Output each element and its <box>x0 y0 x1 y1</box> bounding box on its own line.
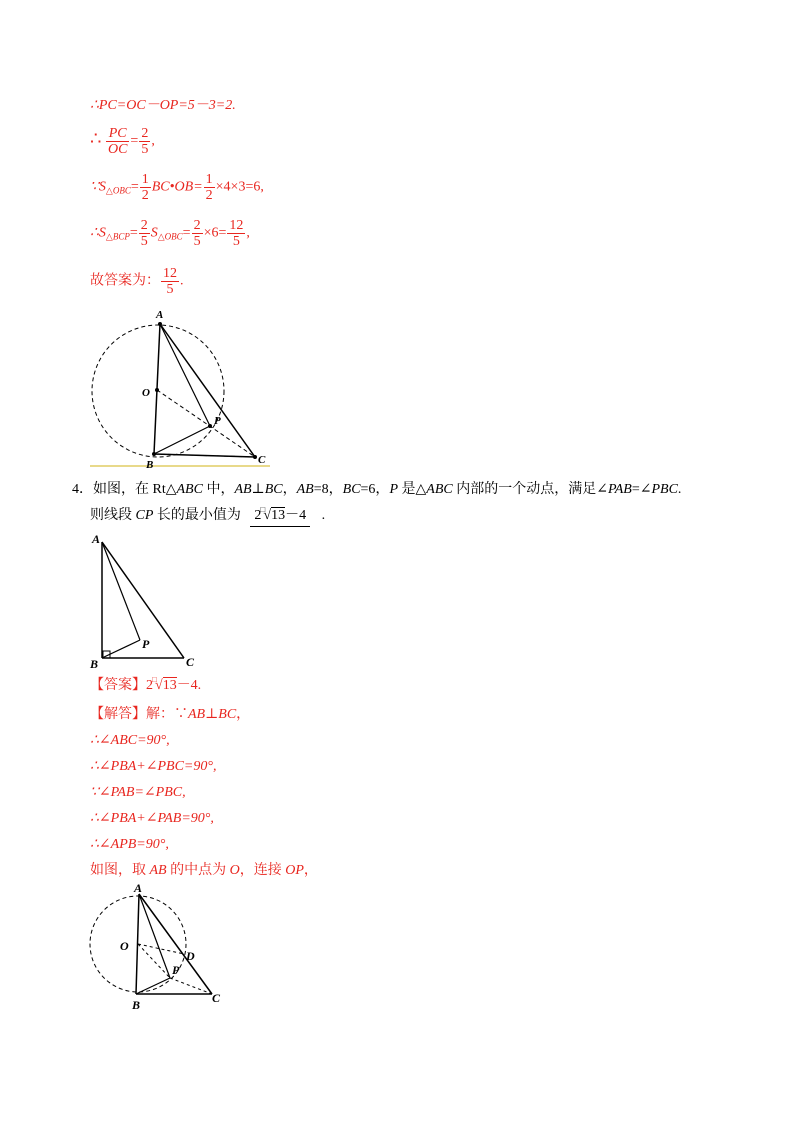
frac-num: 1 <box>205 172 213 187</box>
segment-ap <box>139 894 170 978</box>
text: =8， <box>313 482 343 497</box>
solution-answer-line <box>90 266 184 297</box>
frac-den: 2 <box>205 188 213 203</box>
period: . <box>321 508 326 523</box>
comma: ， <box>236 707 251 722</box>
label-c: C <box>186 655 195 668</box>
figure-circle-triangle-3 <box>88 882 233 1014</box>
segment-ap <box>160 324 210 426</box>
segment-bp <box>136 978 170 994</box>
text: =∠ <box>631 482 652 497</box>
answer-blank <box>250 506 310 527</box>
label-a: A <box>156 309 164 321</box>
segment-bp <box>102 640 140 658</box>
var-abc: ABC <box>426 482 453 497</box>
segment-op-dashed <box>138 944 170 978</box>
frac-den: 5 <box>141 142 149 157</box>
frac-num: 1 <box>141 172 149 187</box>
side-ac <box>139 894 212 994</box>
times-six: ×6= <box>203 225 227 241</box>
problem-number: 4． <box>72 482 93 497</box>
solve-step-3: ∵∠PAB=∠PBC, <box>90 785 186 800</box>
therefore-symbol: ∴ <box>90 128 102 149</box>
period: . <box>180 273 184 289</box>
frac-num: 2 <box>141 126 149 141</box>
var-op: OP <box>285 863 304 878</box>
label-c: C <box>212 991 221 1005</box>
solution-line-pc <box>90 96 236 116</box>
var-cp: CP <box>135 508 154 523</box>
therefore-s: ∴S <box>90 225 106 241</box>
var-abc: ABC <box>176 482 203 497</box>
label-d: D <box>186 949 195 963</box>
text: =6， <box>360 482 390 497</box>
s-term: S <box>150 225 158 241</box>
because-s: ∵S <box>90 179 106 195</box>
solve-step-2: ∴∠PBA+∠PBC=90°, <box>90 759 217 774</box>
figure-right-triangle-2 <box>88 530 203 668</box>
label-b: B <box>132 998 141 1012</box>
segment-oc-dashed <box>157 390 255 457</box>
var-ab: AB <box>149 863 167 878</box>
pc-equation: ∴PC=OC－OP=5－3=2. <box>90 98 236 113</box>
solve-intro: 解：∵ <box>146 707 188 722</box>
solve-step-5: ∴∠APB=90°, <box>90 837 169 852</box>
text: 则线段 <box>90 508 136 523</box>
label-a: A <box>92 532 101 546</box>
point-o <box>155 388 159 392</box>
fraction-pc-oc <box>106 126 129 157</box>
label-p: P <box>142 637 150 651</box>
answer-cube-root: □ √13 <box>153 676 177 696</box>
subscript-obc: △OBC <box>105 185 131 196</box>
solve-midpoint-line <box>90 861 318 881</box>
frac-den: 2 <box>141 188 149 203</box>
var-ab: AB <box>296 482 314 497</box>
frac-den: 5 <box>193 234 201 249</box>
subscript-obc-2: △OBC <box>157 231 183 242</box>
bc-ob-term: BC•OB= <box>151 179 203 195</box>
answer-tag: 【答案】 <box>90 678 146 693</box>
root-index: □ <box>260 505 266 514</box>
text: 的中点为 <box>166 863 230 878</box>
text: 长的最小值为 <box>153 508 241 523</box>
fraction-12-5 <box>227 218 245 249</box>
fraction-half <box>140 172 151 203</box>
area-result: ×4×3=6, <box>215 179 264 195</box>
point-b <box>152 452 156 456</box>
root-index: □ <box>152 675 157 684</box>
var-ab-perp-bc: AB⊥BC <box>188 707 237 722</box>
solve-step-4: ∴∠PBA+∠PAB=90°, <box>90 811 214 826</box>
fraction-2-5c <box>192 218 203 249</box>
var-pab: PAB <box>607 482 632 497</box>
solve-intro-line <box>90 705 250 725</box>
var-bc: BC <box>342 482 361 497</box>
comma: , <box>246 225 250 241</box>
label-b: B <box>146 459 154 471</box>
point-a <box>158 322 162 326</box>
problem-4-line-1 <box>72 480 681 500</box>
text: 是△ <box>398 482 427 497</box>
answer-prefix: 故答案为： <box>90 273 160 289</box>
fraction-2-5b <box>139 218 150 249</box>
solution-line-area-obc: $\because S_{\triangle OBC}=$ $\frac{1}{2}$ BC•OB= $\frac{1}{2}$ ×4×3=6, <box>90 172 264 203</box>
text: ， <box>303 863 318 878</box>
label-b: B <box>90 657 99 668</box>
label-o: O <box>142 387 150 399</box>
radicand: 13 <box>162 678 177 693</box>
answer-tail: －4. <box>176 678 202 693</box>
text: 如图，在 Rt△ <box>93 482 177 497</box>
var-p: P <box>389 482 398 497</box>
frac-num: 2 <box>193 218 201 233</box>
figure-circle-triangle-1 <box>88 306 273 472</box>
frac-den: OC <box>107 142 128 157</box>
solution-line-ratio <box>90 126 155 157</box>
text: . <box>677 482 682 497</box>
answer-line <box>90 676 201 696</box>
solve-step-1: ∴∠ABC=90°, <box>90 733 170 748</box>
label-p: P <box>214 415 221 427</box>
frac-num: 2 <box>140 218 148 233</box>
var-ab-perp-bc: AB⊥BC <box>234 482 283 497</box>
frac-num: 12 <box>163 266 177 281</box>
equals: = <box>130 133 139 149</box>
frac-den: 5 <box>166 282 174 297</box>
text: 中， <box>202 482 235 497</box>
fraction-answer <box>161 266 179 297</box>
comma: , <box>151 133 155 149</box>
segment-ap <box>102 542 140 640</box>
fraction-2-5 <box>139 126 150 157</box>
answer-coef: 2 <box>146 678 153 693</box>
side-ac <box>160 324 255 457</box>
label-p: P <box>172 963 180 977</box>
blank-tail: －4 <box>285 508 307 523</box>
problem-4-line-2 <box>90 506 325 527</box>
solution-line-area-bcp: $\therefore S_{\triangle BCP}=$ $\frac{2}{5}$ $S_{\triangle OBC}=$ $\frac{2}{5}$ ×6= $\frac{12}{5}$ , <box>90 218 250 249</box>
text: 内部的一个动点，满足∠ <box>452 482 608 497</box>
point-c <box>253 455 257 459</box>
frac-num: 12 <box>229 218 244 233</box>
radicand: 13 <box>271 508 286 523</box>
text: 如图，取 <box>90 863 150 878</box>
frac-den: 5 <box>140 234 148 249</box>
solve-tag: 【解答】 <box>90 707 146 722</box>
blank-coef: 2 <box>254 508 262 523</box>
label-c: C <box>258 454 266 466</box>
var-pbc: PBC <box>651 482 678 497</box>
cube-root: □ √13 <box>261 506 285 526</box>
fraction-half-2 <box>204 172 215 203</box>
label-o: O <box>120 939 129 953</box>
frac-num: PC <box>106 126 129 142</box>
frac-den: 5 <box>232 234 240 249</box>
var-o: O <box>229 863 240 878</box>
text: ， <box>282 482 297 497</box>
label-a: A <box>134 882 143 895</box>
segment-bp <box>154 426 210 454</box>
subscript-bcp: △BCP <box>105 231 130 242</box>
point-p <box>208 424 212 428</box>
text: ，连接 <box>239 863 286 878</box>
